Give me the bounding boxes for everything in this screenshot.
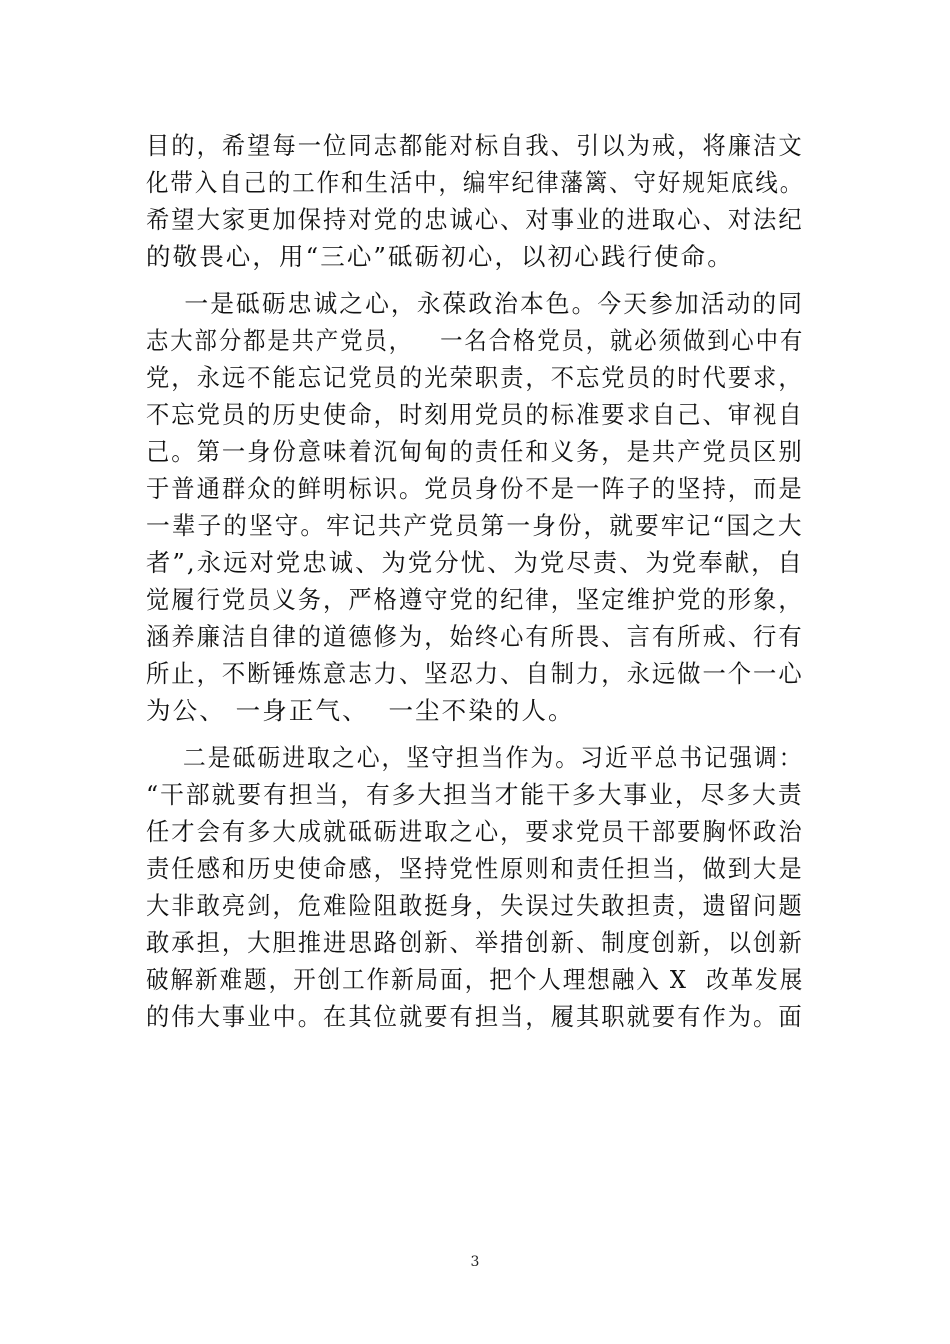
text-line: 希望大家更加保持对党的忠诚心、对事业的进取心、对法纪: [146, 205, 804, 234]
page-number: 3: [470, 1254, 480, 1270]
text-line: 敢承担，大胆推进思路创新、举措创新、制度创新，以创新: [146, 928, 804, 957]
text-line: 责任感和历史使命感，坚持党性原则和责任担当，做到大是: [146, 854, 804, 883]
text-line: 的伟大事业中。在其位就要有担当，履其职就要有作为。面: [146, 1002, 804, 1031]
text-line: 己。第一身份意味着沉甸甸的责任和义务，是共产党员区别: [146, 437, 804, 466]
text-line: 任才会有多大成就砥砺进取之心，要求党员干部要胸怀政治: [146, 817, 804, 846]
text-line: 所止，不断锤炼意志力、坚忍力、自制力，永远做一个一心: [146, 659, 804, 688]
text-line: “干部就要有担当，有多大担当才能干多大事业，尽多大责: [146, 780, 804, 809]
text-line: 于普通群众的鲜明标识。党员身份不是一阵子的坚持，而是: [146, 474, 804, 503]
text-line: 涵养廉洁自律的道德修为，始终心有所畏、言有所戒、行有: [146, 622, 804, 651]
text-line: 不忘党员的历史使命，时刻用党员的标准要求自己、审视自: [146, 400, 804, 429]
text-line: 一辈子的坚守。牢记共产党员第一身份，就要牢记“国之大: [146, 511, 804, 540]
text-line: 志大部分都是共产党员， 一名合格党员，就必须做到心中有: [146, 326, 805, 355]
text-line: 破解新难题，开创工作新局面，把个人理想融入 X 改革发展: [146, 965, 805, 994]
text-line: 化带入自己的工作和生活中，编牢纪律藩篱、守好规矩底线。: [146, 168, 805, 197]
text-line: 二是砥砺进取之心，坚守担当作为。习近平总书记强调：: [146, 743, 804, 772]
text-line: 大非敢亮剑，危难险阻敢挺身，失误过失敢担责，遗留问题: [146, 891, 804, 920]
text-line: 党，永远不能忘记党员的光荣职责，不忘党员的时代要求，: [146, 363, 804, 392]
text-line: 的敬畏心，用“三心”砥砺初心，以初心践行使命。: [146, 242, 734, 271]
text-line: 者”,永远对党忠诚、为党分忧、为党尽责、为党奉献，自: [146, 548, 804, 577]
text-line: 为公、 一身正气、 一尘不染的人。: [146, 696, 575, 725]
text-line: 觉履行党员义务，严格遵守党的纪律，坚定维护党的形象，: [146, 585, 804, 614]
text-line: 目的，希望每一位同志都能对标自我、引以为戒，将廉洁文: [146, 131, 804, 160]
text-line: 一是砥砺忠诚之心，永葆政治本色。今天参加活动的同: [146, 289, 804, 318]
